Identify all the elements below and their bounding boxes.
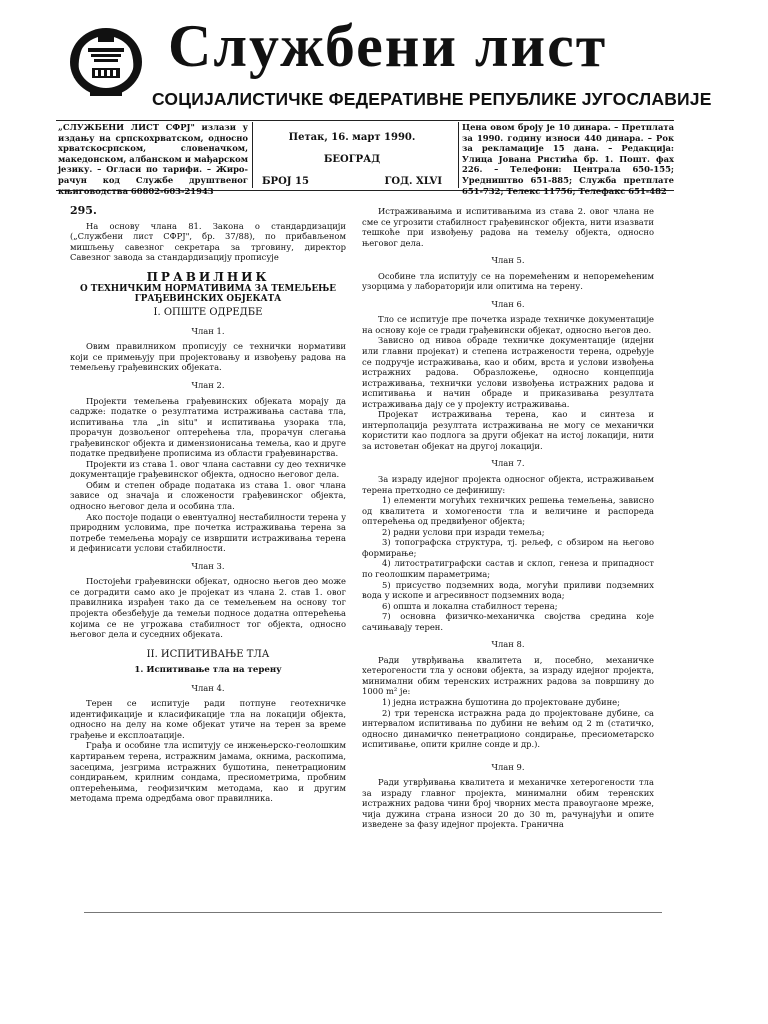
intro-paragraph: На основу члана 81. Закона о стандардизацији („Службени лист СФРЈ", бр. 37/88), по прибављеном мишљењу савезног секретара за трговину, директор Савезног завода за стандардизацију прописује	[70, 220, 346, 263]
list-item: 1) елементи могућих техничких решења темељења, зависно од квалитета и хомогености тла и величине и распореда оптерећења од предвиђеног објекта;	[362, 495, 654, 527]
article-heading: Члан 3.	[191, 560, 225, 571]
article-paragraph: Пројекти темељења грађевинских објеката морају да садрже: податке о резултатима истраживања састава тла, испитивања тла „in situ" и испитивања узорака тла, прорачун дозвољеног оптерећења тла, прорачун слегања грађевинског објекта и димензионисања темеља, као и друге податке предвиђене прописима из области грађевинарства.	[70, 395, 346, 459]
issue-city: БЕОГРАД	[323, 154, 381, 165]
article-heading: Члан 6.	[491, 298, 525, 309]
article-paragraph: Зависно од нивоа обраде техничке документације (идејни или главни пројекат) и степена истражености терена, одређује се подручје истраживања, као и обим, врста и услови извођења истражних радова. Образложење, односно концепција истраживања, технички услови извођења истражних радова и испитивања и начин обраде и приказивања резултата истраживања дају се у пројекту истраживања.	[362, 335, 654, 409]
article-paragraph: Ако постоје подаци о евентуалној нестабилности терена у природним условима, пре почетка истраживања терена за потребе темељења морају се извршити истраживања терена и дефинисати услови стабилности.	[70, 511, 346, 554]
left-column	[70, 206, 346, 856]
article-paragraph: Терен се испитује ради потпуне геотехничке идентификације и класификације тла на локацији објекта, односно на делу на коме објекат утиче на терен за време грађење и експлоатације.	[70, 698, 346, 740]
article-heading: Члан 8.	[491, 639, 525, 650]
page-bottom-rule	[84, 912, 662, 913]
article-paragraph: Овим правилником прописују се технички нормативи који се примењују при пројектовању и извођењу радова на темељењу грађевинских објеката.	[70, 341, 346, 373]
article-paragraph: Обим и степен обраде података из става 1. овог члана зависе од значаја и сложености грађевинског објекта, односно његовог дела и особина тла.	[70, 479, 346, 512]
article-paragraph: Пројекти из става 1. овог члана саставни су део техничке документације грађевинског објекта, односно његовог дела.	[70, 458, 346, 480]
article-paragraph: Постојећи грађевински објекат, односно његов део може се доградити само ако је пројекат из члана 2. став 1. овог правилника израђен тако да се темељењем на основу тог пројекта обезбеђује да темељи подносе додатна оптерећења којима се не угрожава стабилност тог објекта, односно његовог дела и суседних објеката.	[70, 576, 346, 640]
document-subtitle: О ТЕХНИЧКИМ НОРМАТИВИМА ЗА ТЕМЕЉЕЊЕ ГРАЂЕВИНСКИХ ОБЈЕКАТА	[80, 284, 336, 305]
regulation-number: 295.	[70, 204, 97, 217]
article-paragraph: Тло се испитује пре почетка израде техничке документације на основу које се гради грађевински објекат, односно његов део.	[362, 314, 654, 335]
publication-info: „СЛУЖБЕНИ ЛИСТ СФРЈ" излази у издању на српскохрватском, односно хрватскосрпском, словеначком, македонском, албанском и мађарском језику. – Огласи по тарифи. – Жиро-рачун код Службе друштвеног књиговодства 60802-603-21943	[58, 122, 248, 196]
list-item: 2) три теренска истражна рада до пројектоване дубине, са интервалом испитивања по дубини не већим од 2 m (статичко, односно динамичко пенетрационо сондирање, пресиометарско испитивање, опити крилне сонде и др.).	[362, 707, 654, 750]
header-top-rule	[56, 120, 674, 121]
list-item: 5) присуство подземних вода, могући приливи подземних вода у ископе и агресивност подземних вода;	[362, 579, 654, 601]
list-item: 1) једна истражна бушотина до пројектоване дубине;	[382, 696, 620, 707]
article-paragraph: Ради утврђивања квалитета и механичке хетерогености тла за израду главног пројекта, минимални обим теренских истражних радова чини број чворних места правоугаоне мреже, чија дужина страна износи 20 до 30 m, рачунајући и опите изведене за фазу идејног пројекта. Гранична	[362, 777, 654, 830]
article-paragraph: Грађа и особине тла испитују се инжењерско-геолошким картирањем терена, истражним јамама, окнима, раскопима, засецима, језгрима истражних бушотина, пенетрационим сондирањем, крилним сондама, пресиометрима, пробним оптерећењима, геофизичким методама, као и другим методама према одредбама овог правилника.	[70, 740, 346, 804]
article-paragraph: Истраживањима и испитивањима из става 2. овог члана не сме се угрозити стабилност грађевинског објекта, нити изазвати тешкоће при извођењу радова на темељу објекта, односно његовог дела.	[362, 206, 654, 248]
article-paragraph: За израду идејног пројекта односног објекта, истраживањем терена претходно се дефинишу:	[362, 474, 654, 495]
right-column	[362, 206, 654, 856]
document-title: ПРАВИЛНИК	[146, 269, 270, 284]
article-paragraph: Особине тла испитују се на поремећеним и непоремећеним узорцима у лабораторији или опитима на терену.	[362, 270, 654, 292]
list-item: 4) литостратиграфски састав и склоп, генеза и припадност по геолошким параметрима;	[362, 558, 654, 579]
list-item: 3) топографска структура, тј. рељеф, с обзиром на његово формирање;	[362, 537, 654, 558]
header-divider	[458, 122, 459, 188]
article-heading: Члан 7.	[491, 458, 525, 469]
issue-date: Петак, 16. март 1990.	[288, 132, 416, 143]
masthead-title: Службени лист	[168, 13, 608, 79]
state-emblem-icon	[64, 18, 148, 102]
section-heading: II. ИСПИТИВАЊЕ ТЛА	[146, 648, 270, 660]
article-heading: Члан 1.	[191, 325, 225, 336]
list-item: 7) основна физичко-механичка својства средина које сачињавају терен.	[362, 611, 654, 632]
list-item: 6) општа и локална стабилност терена;	[382, 600, 558, 611]
article-heading: Члан 5.	[491, 255, 525, 266]
issue-number: БРОЈ 15	[262, 176, 309, 187]
masthead-subtitle: СОЦИЈАЛИСТИЧКЕ ФЕДЕРАТИВНЕ РЕПУБЛИКЕ ЈУГОСЛАВИЈЕ	[152, 89, 712, 109]
list-item: 2) радни услови при изради темеља;	[382, 526, 545, 537]
header-divider	[252, 122, 253, 188]
article-heading: Члан 4.	[191, 682, 225, 693]
section-heading: I. ОПШТЕ ОДРЕДБЕ	[153, 307, 263, 319]
issue-year: ГОД. XLVI	[384, 176, 442, 187]
article-heading: Члан 2.	[191, 380, 225, 391]
article-paragraph: Ради утврђивања квалитета и, посебно, механичке хетерогености тла у основи објекта, за израду идејног пројекта, минимални обим теренских истражних радова за површину до 1000 m² је:	[362, 654, 654, 697]
subsection-heading: 1. Испитивање тла на терену	[134, 665, 282, 676]
price-info: Цена овом броју је 10 динара. – Претплата за 1990. годину износи 440 динара. – Рок за рекламације 15 дана. – Редакција: Улица Јована Ристића бр. 1. Пошт. фах 226. – Телефони: Централа 650-155; Уредништво 651-885; Служба претплате 651-732; Телекс 11756; Телефакс 651-482	[462, 122, 674, 196]
article-paragraph: Пројекат истраживања терена, као и синтеза и интерполација резултата истраживања не могу се механички користити као подлога за други објекат на истој локацији, нити за истоветан објекат на другој локацији.	[362, 409, 654, 451]
article-heading: Члан 9.	[491, 761, 525, 772]
